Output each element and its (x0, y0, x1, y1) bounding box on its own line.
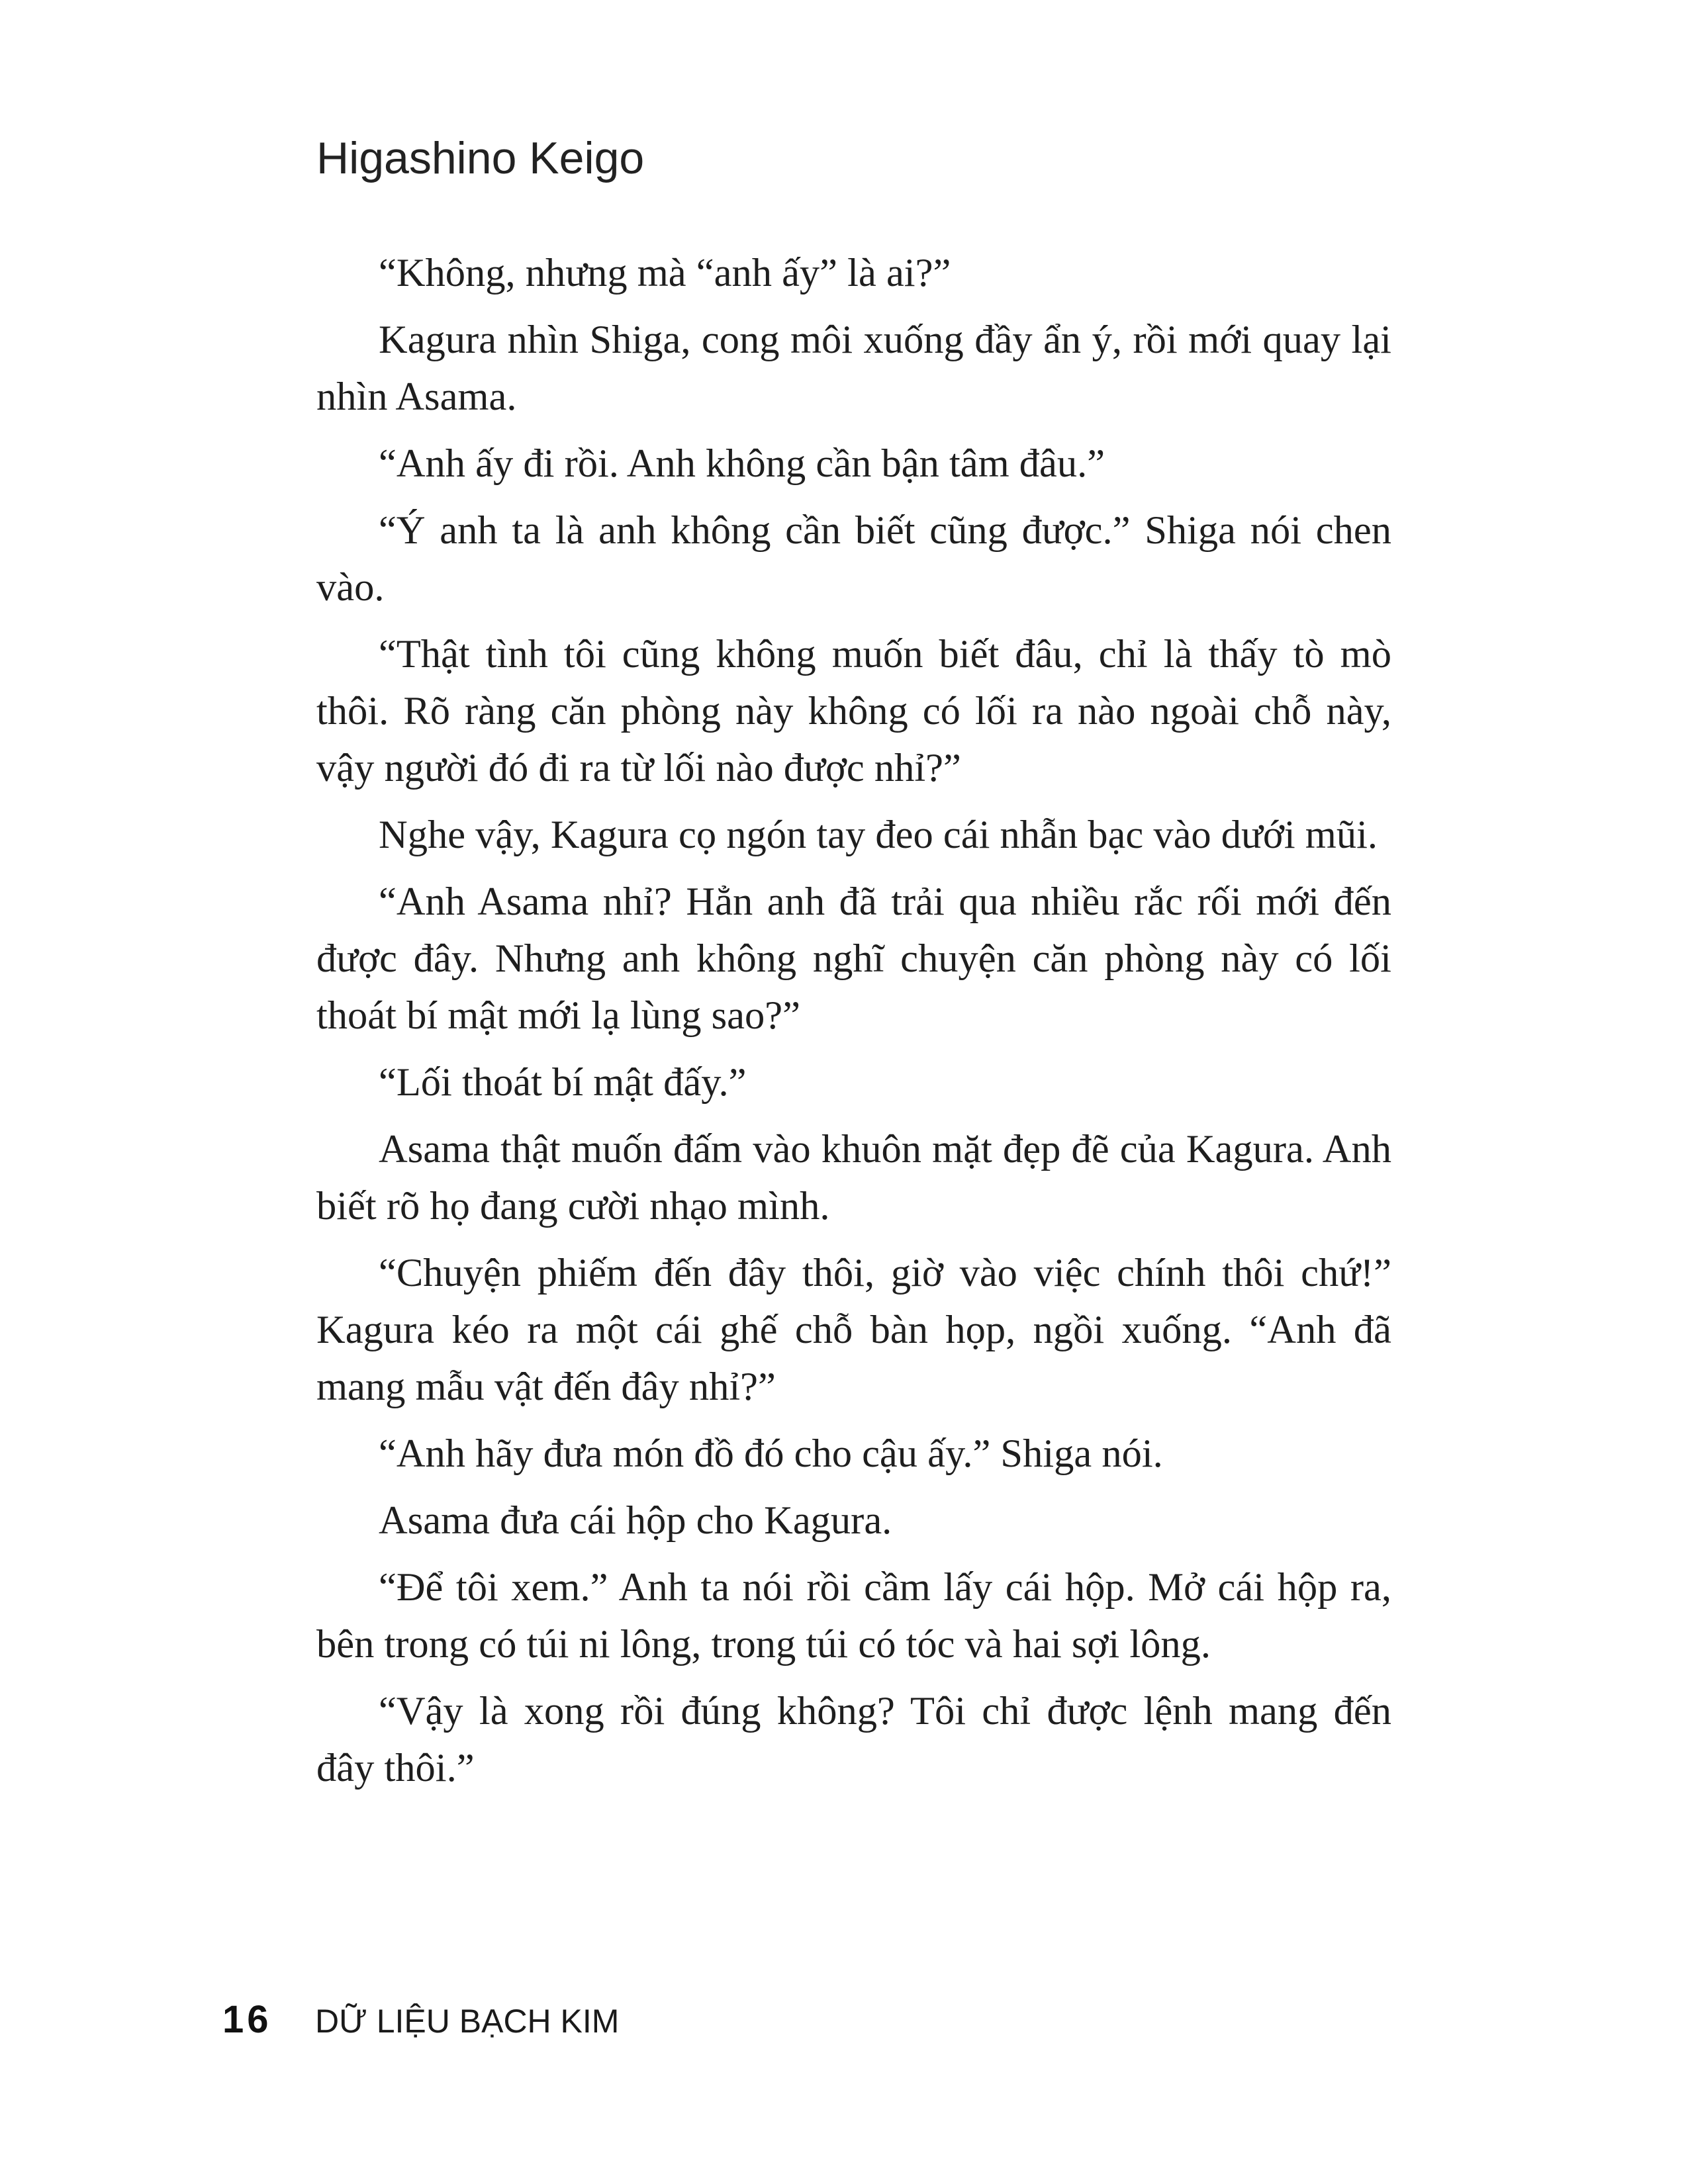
paragraph: Kagura nhìn Shiga, cong môi xuống đầy ẩn ý, rồi mới quay lại nhìn Asama. (316, 318, 1391, 419)
paragraph: “Thật tình tôi cũng không muốn biết đâu, chỉ là thấy tò mò thôi. Rõ ràng căn phòng này không có lối ra nào ngoài chỗ này, vậy người đó đi ra từ lối nào được nhỉ?” (316, 632, 1391, 790)
paragraph: “Vậy là xong rồi đúng không? Tôi chỉ được lệnh mang đến đây thôi.” (316, 1689, 1391, 1790)
page-footer (222, 1997, 619, 2044)
paragraph: “Không, nhưng mà “anh ấy” là ai?” (379, 251, 951, 295)
paragraph: “Anh ấy đi rồi. Anh không cần bận tâm đâu.” (379, 441, 1105, 486)
paragraph: Asama thật muốn đấm vào khuôn mặt đẹp đẽ của Kagura. Anh biết rõ họ đang cười nhạo mình. (316, 1127, 1391, 1228)
paragraph: Asama đưa cái hộp cho Kagura. (379, 1498, 892, 1543)
page-body (316, 245, 1391, 1807)
running-footer-book-title: DỮ LIỆU BẠCH KIM (315, 2003, 620, 2040)
paragraph: “Anh hãy đưa món đồ đó cho cậu ấy.” Shiga nói. (379, 1432, 1163, 1476)
paragraph: “Anh Asama nhỉ? Hẳn anh đã trải qua nhiều rắc rối mới đến được đây. Nhưng anh không nghĩ chuyện căn phòng này có lối thoát bí mật mới lạ lùng sao?” (316, 880, 1391, 1038)
paragraph: “Để tôi xem.” Anh ta nói rồi cầm lấy cái hộp. Mở cái hộp ra, bên trong có túi ni lông, trong túi có tóc và hai sợi lông. (316, 1565, 1391, 1666)
paragraph: “Lối thoát bí mật đấy.” (379, 1060, 747, 1105)
page-number: 16 (222, 1998, 272, 2041)
paragraph: Nghe vậy, Kagura cọ ngón tay đeo cái nhẫn bạc vào dưới mũi. (379, 813, 1378, 857)
paragraph: “Chuyện phiếm đến đây thôi, giờ vào việc chính thôi chứ!” Kagura kéo ra một cái ghế chỗ bàn họp, ngồi xuống. “Anh đã mang mẫu vật đến đây nhỉ?” (316, 1251, 1391, 1409)
running-header-author: Higashino Keigo (316, 133, 645, 183)
paragraph: “Ý anh ta là anh không cần biết cũng được.” Shiga nói chen vào. (316, 508, 1391, 610)
